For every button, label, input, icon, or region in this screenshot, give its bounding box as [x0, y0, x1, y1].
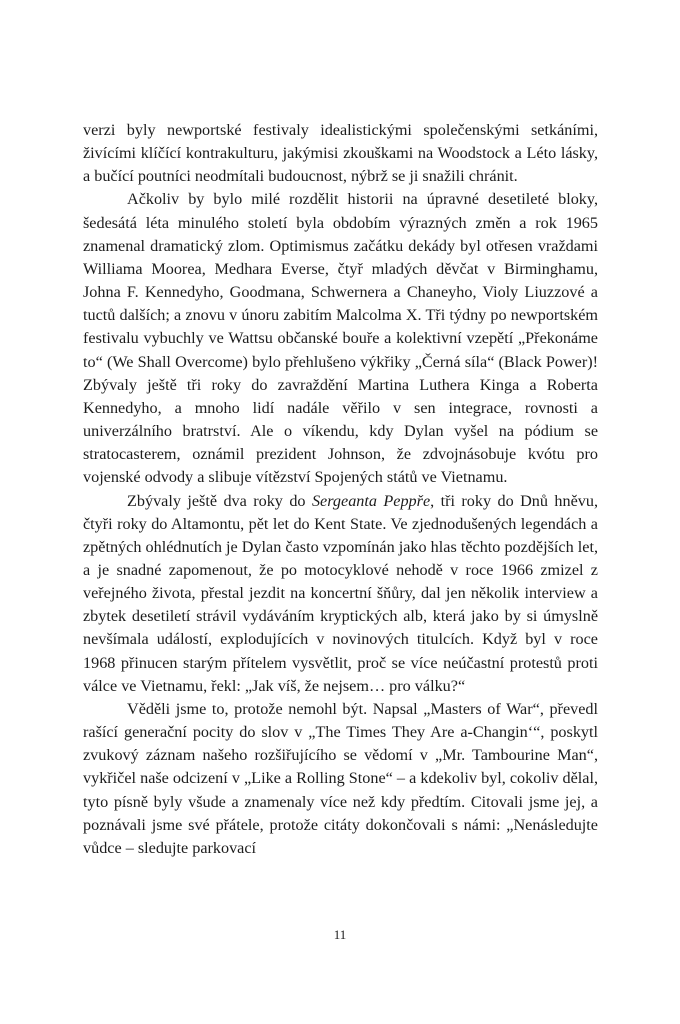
- paragraph-text: , tři roky do Dnů hněvu, čtyři roky do Altamontu, pět let do Kent State. Ve zjednodušených legendách a zpětných ohlédnutích je Dylan často vzpomínán jako hlas těchto pozdějších let, a je snadné zapomenout, že po motocyklové nehodě v roce 1966 zmizel z veřejného života, přestal jezdit na koncertní šňůry, dal jen několik interview a zbytek desetiletí strávil vydáváním kryptických alb, která jako by si úmyslně nevšímala událostí, explodujících v novinových titulcích. Když byl v roce 1968 přinucen starým přítelem vysvětlit, proč se více neúčastní protestů proti válce ve Vietnamu, řekl: „Jak víš, že nejsem… pro válku?“: [83, 491, 599, 695]
- body-text: [83, 119, 598, 860]
- paragraph-text: verzi byly newportské festivaly idealistickými společenskými setkáními, živícími klíčící kontrakulturu, jakýmisi zkouškami na Woodstock a Léto lásky, a bučící poutníci neodmítali budoucnost, nýbrž se ji snažili chránit.: [83, 121, 598, 186]
- paragraph: [83, 188, 598, 489]
- paragraph-text: Zbývaly ještě dva roky do: [127, 491, 312, 510]
- page-number: 11: [333, 927, 347, 942]
- paragraph-text: Ačkoliv by bylo milé rozdělit historii na úpravné desetileté bloky, šedesátá léta minulého století byla obdobím výrazných změn a rok 1965 znamenal dramatický zlom. Optimismus začátku dekády byl otřesen vraždami Williama Moorea, Medhara Everse, čtyř mladých děvčat v Birminghamu, Johna F. Kennedyho, Goodmana, Schwernera a Chaneyho, Violy Liuzzové a tuctů dalších; a znovu v únoru zabitím Malcolma X. Tři týdny po newportském festivalu vybuchly ve Wattsu občanské bouře a kolektivní vzepětí „Překonáme to“ (We Shall Overcome) bylo přehlušeno výkřiky „Černá síla“ (Black Power)! Zbývaly ještě tři roky do zavraždění Martina Luthera Kinga a Roberta Kennedyho, a mnoho lidí nadále věřilo v sen integrace, rovnosti a univerzálního bratrství. Ale o víkendu, kdy Dylan vyšel na pódium se stratocasterem, oznámil prezident Johnson, že zdvojnásobuje kvótu pro vojenské odvody a slibuje vítězství Spojených států ve Vietnamu.: [83, 190, 598, 487]
- paragraph-text: Věděli jsme to, protože nemohl být. Napsal „Masters of War“, převedl rašící generační pocity do slov v „The Times They Are a-Changin‘“, poskytl zvukový záznam našeho rozšiřujícího se vědomí v „Mr. Tambourine Man“, vykřičel naše odcizení v „Like a Rolling Stone“ – a kdekoliv byl, cokoliv dělal, tyto písně byly všude a znamenaly více než kdy předtím. Citovali jsme jej, a poznávali jsme své přátele, protože citáty dokončovali s námi: „Nenásledujte vůdce – sledujte parkovací: [83, 699, 598, 857]
- paragraph: [83, 490, 598, 698]
- italic-title: Sergeanta Peppře: [311, 491, 431, 510]
- paragraph: [83, 119, 598, 188]
- paragraph: [83, 698, 598, 860]
